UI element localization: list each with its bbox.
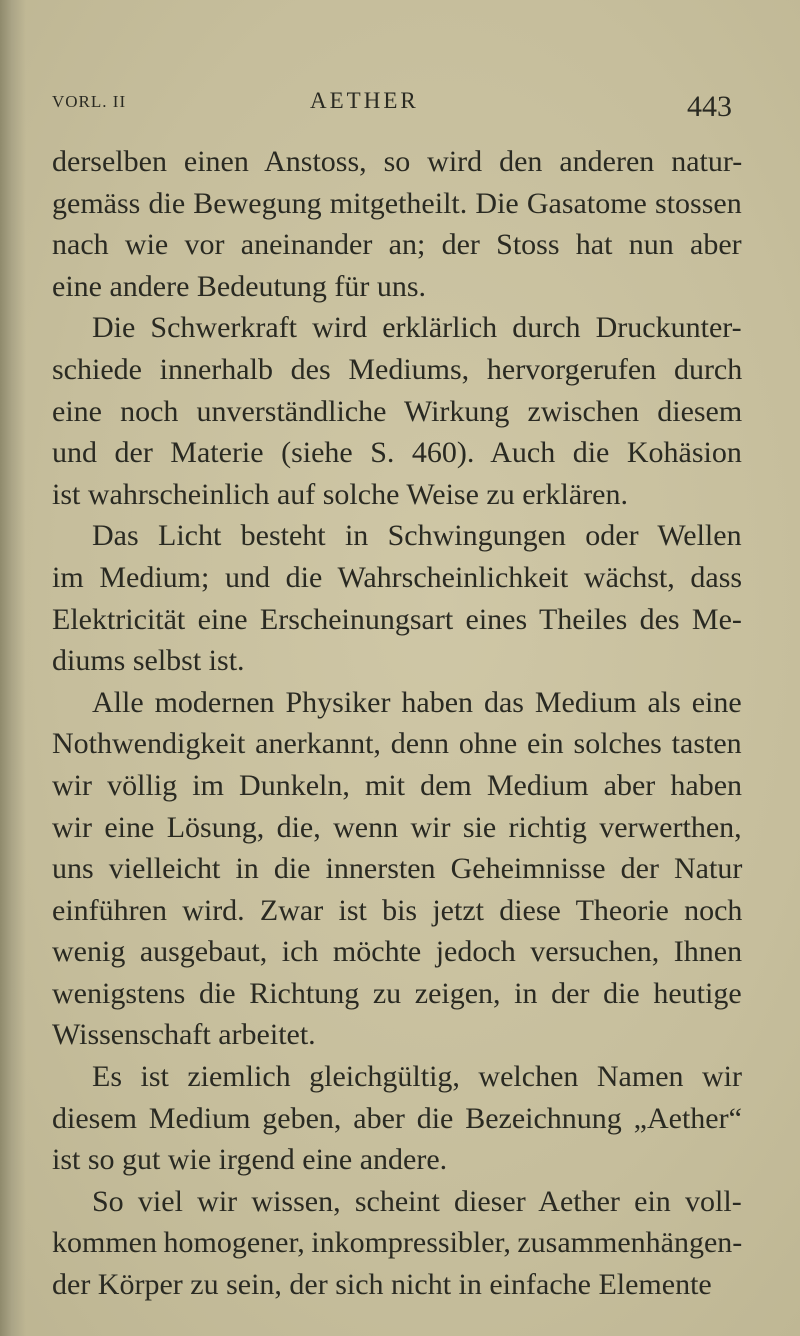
text-line: Alle modernen Physiker haben das Medium als eine bbox=[92, 685, 742, 719]
text-line: wenigstens die Richtung zu zeigen, in der die heutige bbox=[52, 976, 742, 1010]
text-line: derselben einen Anstoss, so wird den anderen natur- bbox=[52, 145, 743, 178]
text-line: Nothwendigkeit anerkannt, denn ohne ein solches tasten bbox=[52, 727, 742, 761]
text-line: ist so gut wie irgend eine andere. bbox=[52, 1143, 448, 1177]
text-line: einführen wird. Zwar ist bis jetzt diese Theorie noch bbox=[52, 893, 743, 927]
text-line: nach wie vor aneinander an; der Stoss hat nun aber bbox=[52, 228, 742, 262]
text-line: diums selbst ist. bbox=[52, 644, 245, 678]
text-line: und der Materie (siehe S. 460). Auch die Kohäsion bbox=[52, 436, 742, 470]
text-line: wir eine Lösung, die, wenn wir sie richtig verwerthen, bbox=[52, 810, 742, 844]
body-text bbox=[52, 141, 742, 1306]
running-title: AETHER bbox=[310, 88, 419, 113]
text-line: Es ist ziemlich gleichgültig, welchen Namen wir bbox=[92, 1060, 743, 1094]
text-line: wenig ausgebaut, ich möchte jedoch versuchen, Ihnen bbox=[52, 935, 743, 969]
page-gutter-shadow bbox=[0, 0, 26, 1336]
text-line: Das Licht besteht in Schwingungen oder Wellen bbox=[92, 519, 742, 553]
text-line: Elektricität eine Erscheinungsart eines Theiles des Me- bbox=[52, 602, 742, 636]
text-line: der Körper zu sein, der sich nicht in einfache Elemente bbox=[52, 1268, 712, 1302]
text-line: diesem Medium geben, aber die Bezeichnung „Aether“ bbox=[52, 1101, 742, 1135]
text-line: schiede innerhalb des Mediums, hervorgerufen durch bbox=[52, 352, 743, 386]
text-line: ist wahrscheinlich auf solche Weise zu erklären. bbox=[52, 477, 628, 511]
page-number: 443 bbox=[687, 90, 732, 123]
text-line: im Medium; und die Wahrscheinlichkeit wächst, dass bbox=[52, 560, 743, 594]
text-line: eine noch unverständliche Wirkung zwischen diesem bbox=[52, 394, 743, 428]
text-line: Die Schwerkraft wird erklärlich durch Druckunter- bbox=[92, 311, 742, 345]
text-line: Wissenschaft arbeitet. bbox=[52, 1018, 316, 1052]
text-line: wir völlig im Dunkeln, mit dem Medium aber haben bbox=[52, 768, 743, 802]
text-line: eine andere Bedeutung für uns. bbox=[52, 269, 427, 303]
text-line: gemäss die Bewegung mitgetheilt. Die Gasatome stossen bbox=[52, 186, 742, 220]
text-line: So viel wir wissen, scheint dieser Aether ein voll- bbox=[92, 1184, 742, 1218]
running-head-left: VORL. II bbox=[52, 92, 127, 111]
page-header bbox=[52, 88, 732, 128]
text-line: uns vielleicht in die innersten Geheimnisse der Natur bbox=[52, 852, 743, 886]
text-line: kommen homogener, inkompressibler, zusammenhängen- bbox=[52, 1226, 743, 1260]
